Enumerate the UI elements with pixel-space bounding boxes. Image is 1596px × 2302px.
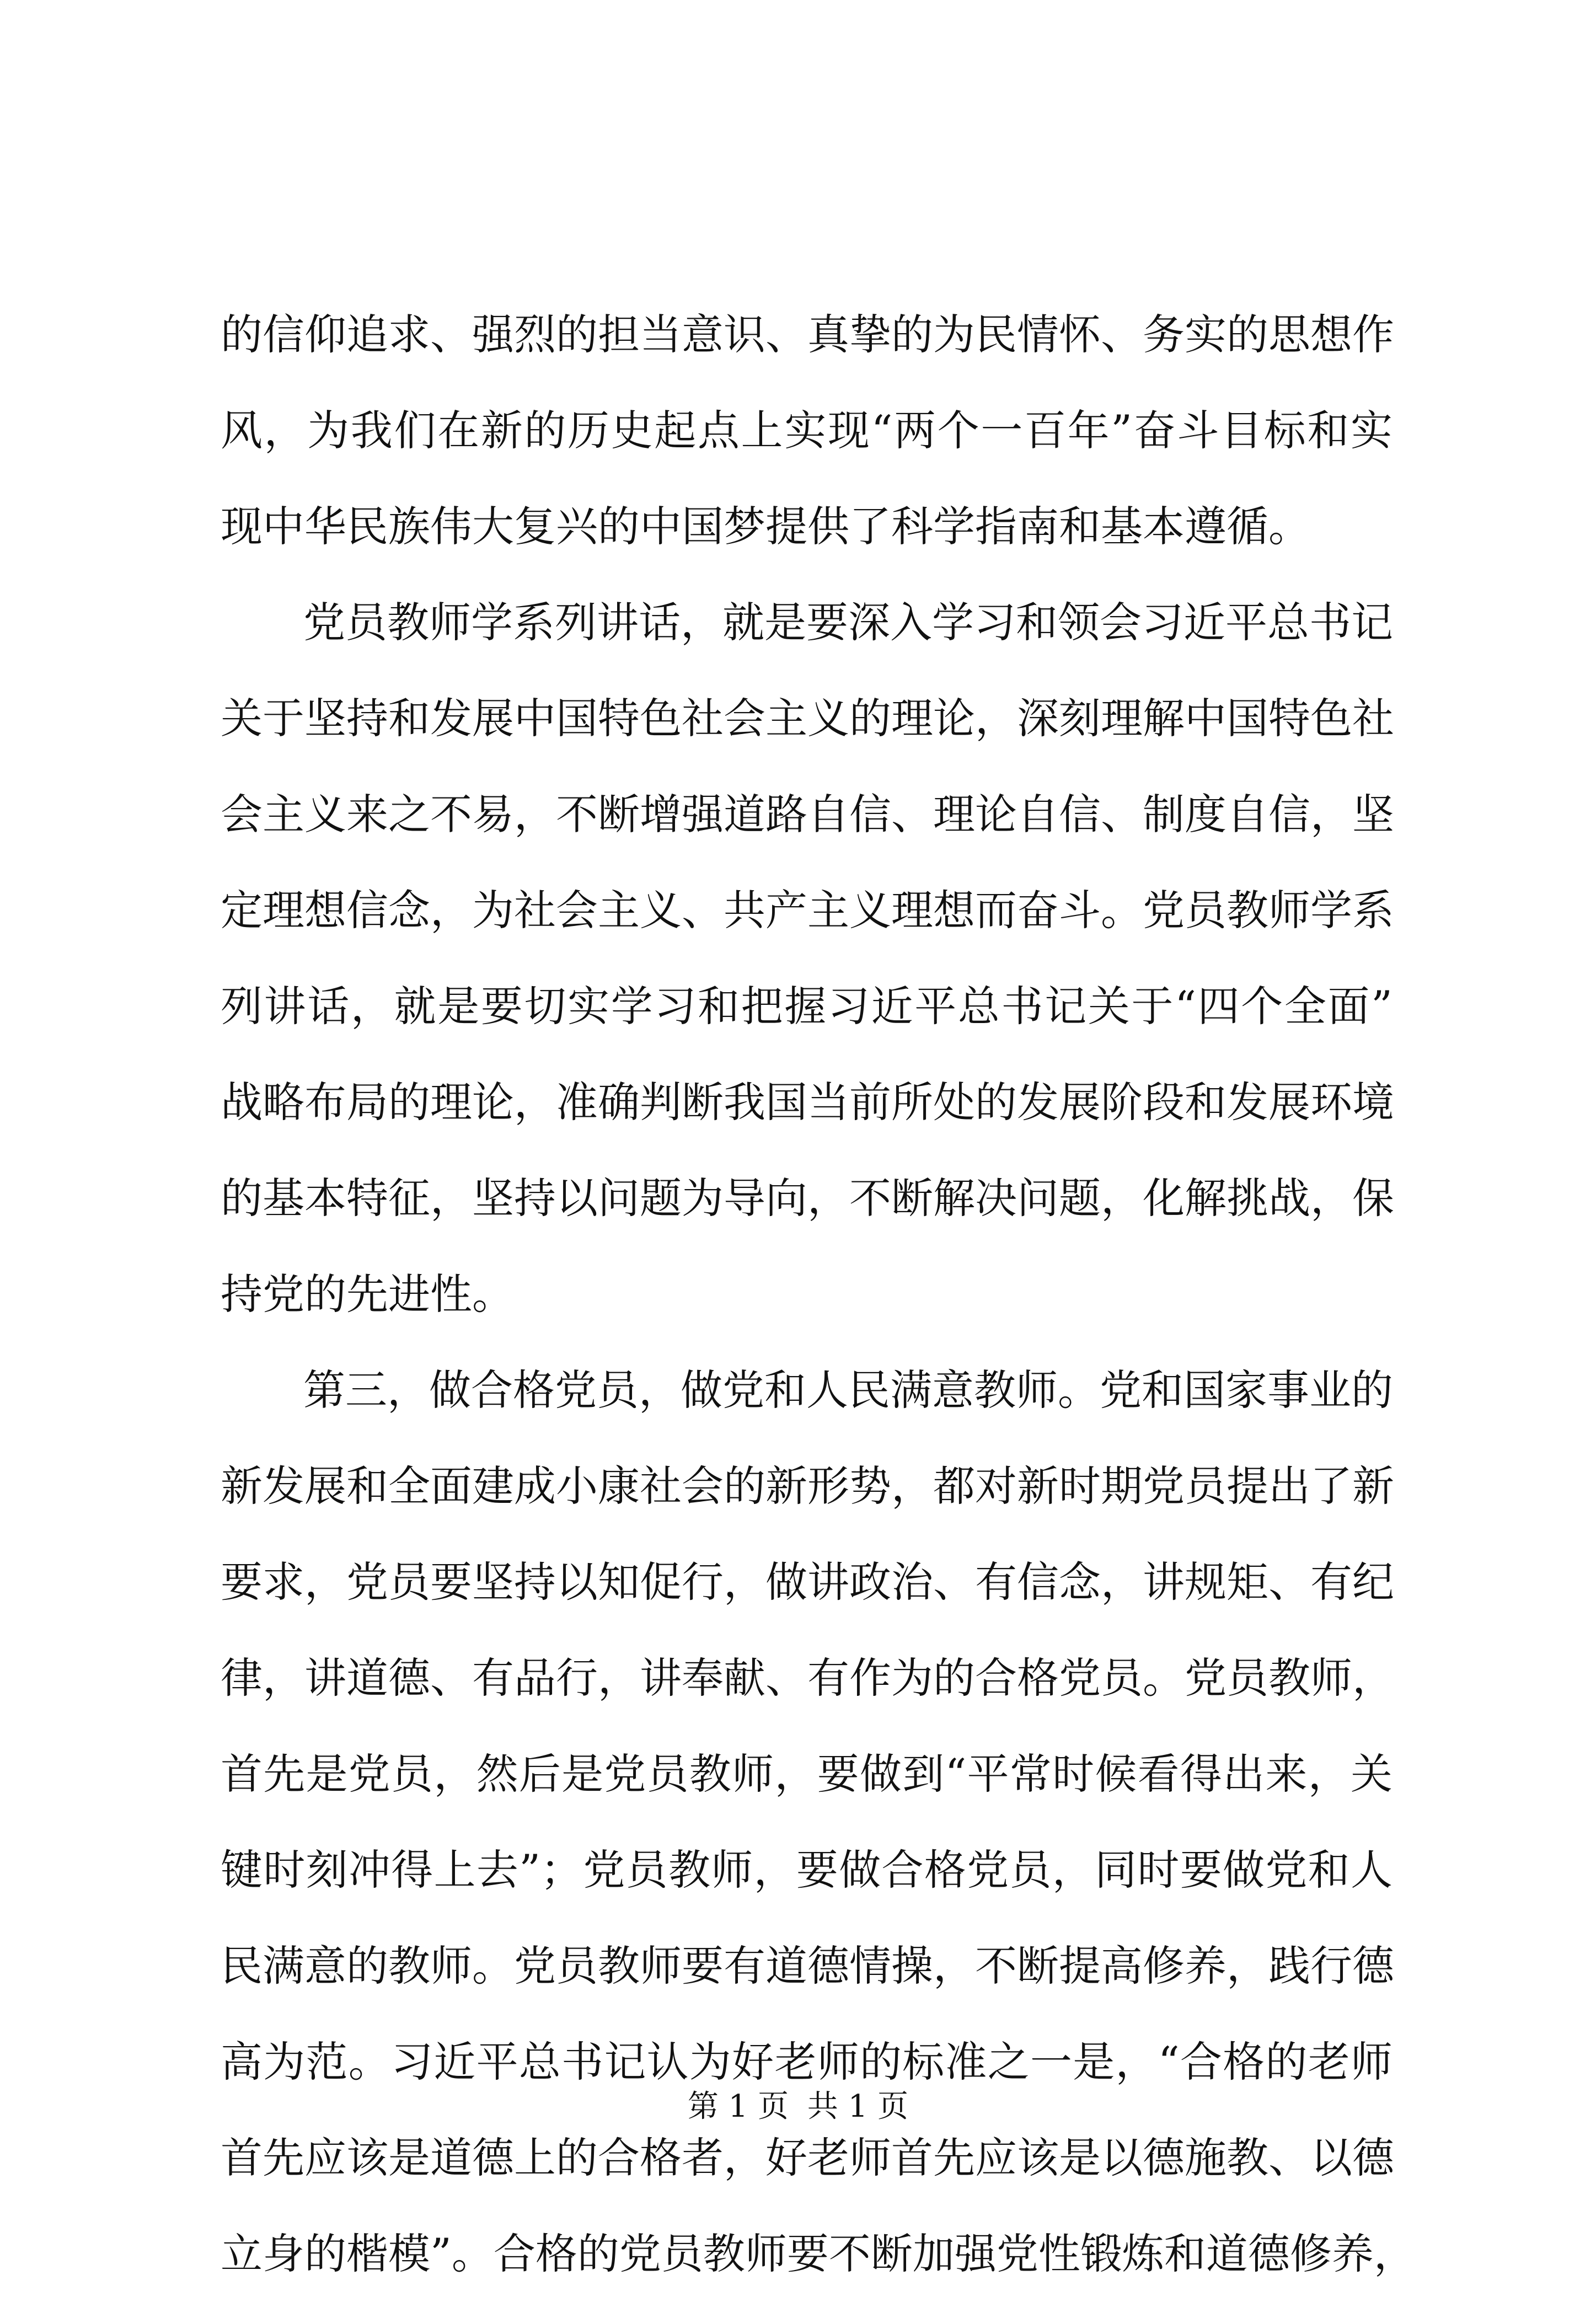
text-line: 高为范。习近平总书记认为好老师的标准之一是，“合格的老师: [221, 2037, 1393, 2086]
text-line: 会主义来之不易，不断增强道路自信、理论自信、制度自信，坚: [221, 790, 1394, 839]
text-line: 战略布局的理论，准确判断我国当前所处的发展阶段和发展环境: [221, 1078, 1394, 1127]
text-line: 律，讲道德、有品行，讲奉献、有作为的合格党员。党员教师，: [221, 1653, 1394, 1703]
text-line: 首先是党员，然后是党员教师，要做到“平常时候看得出来，关: [221, 1749, 1393, 1798]
text-line: 风，为我们在新的历史起点上实现“两个一百年”奋斗目标和实: [221, 406, 1393, 455]
text-line: 党员教师学系列讲话，就是要深入学习和领会习近平总书记: [303, 598, 1393, 647]
page-number: 第 1 页: [687, 2089, 789, 2124]
text-line: 关于坚持和发展中国特色社会主义的理论，深刻理解中国特色社: [221, 694, 1394, 743]
text-line: 现中华民族伟大复兴的中国梦提供了科学指南和基本遵循。: [221, 502, 1310, 551]
page-total: 共 1 页: [807, 2089, 909, 2124]
page-footer: [0, 2085, 1596, 2129]
text-line: 列讲话，就是要切实学习和把握习近平总书记关于“四个全面”: [221, 982, 1393, 1031]
document-body: [221, 287, 1416, 2302]
text-line: 键时刻冲得上去”；党员教师，要做合格党员，同时要做党和人: [221, 1845, 1393, 1894]
text-line: 的信仰追求、强烈的担当意识、真挚的为民情怀、务实的思想作: [221, 310, 1394, 359]
text-line: 定理想信念，为社会主义、共产主义理想而奋斗。党员教师学系: [221, 886, 1394, 935]
text-line: 新发展和全面建成小康社会的新形势，都对新时期党员提出了新: [221, 1461, 1394, 1511]
text-line: 要求，党员要坚持以知促行，做讲政治、有信念，讲规矩、有纪: [221, 1557, 1394, 1607]
text-line: 民满意的教师。党员教师要有道德情操，不断提高修养，践行德: [221, 1941, 1394, 1990]
text-line: 立身的楷模”。合格的党员教师要不断加强党性锻炼和道德修养，: [221, 2229, 1416, 2278]
text-line: 持党的先进性。: [221, 1270, 514, 1319]
text-line: 的基本特征，坚持以问题为导向，不断解决问题，化解挑战，保: [221, 1174, 1394, 1223]
text-line: 首先应该是道德上的合格者，好老师首先应该是以德施教、以德: [221, 2133, 1394, 2182]
text-line: 第三，做合格党员，做党和人民满意教师。党和国家事业的: [303, 1366, 1393, 1415]
